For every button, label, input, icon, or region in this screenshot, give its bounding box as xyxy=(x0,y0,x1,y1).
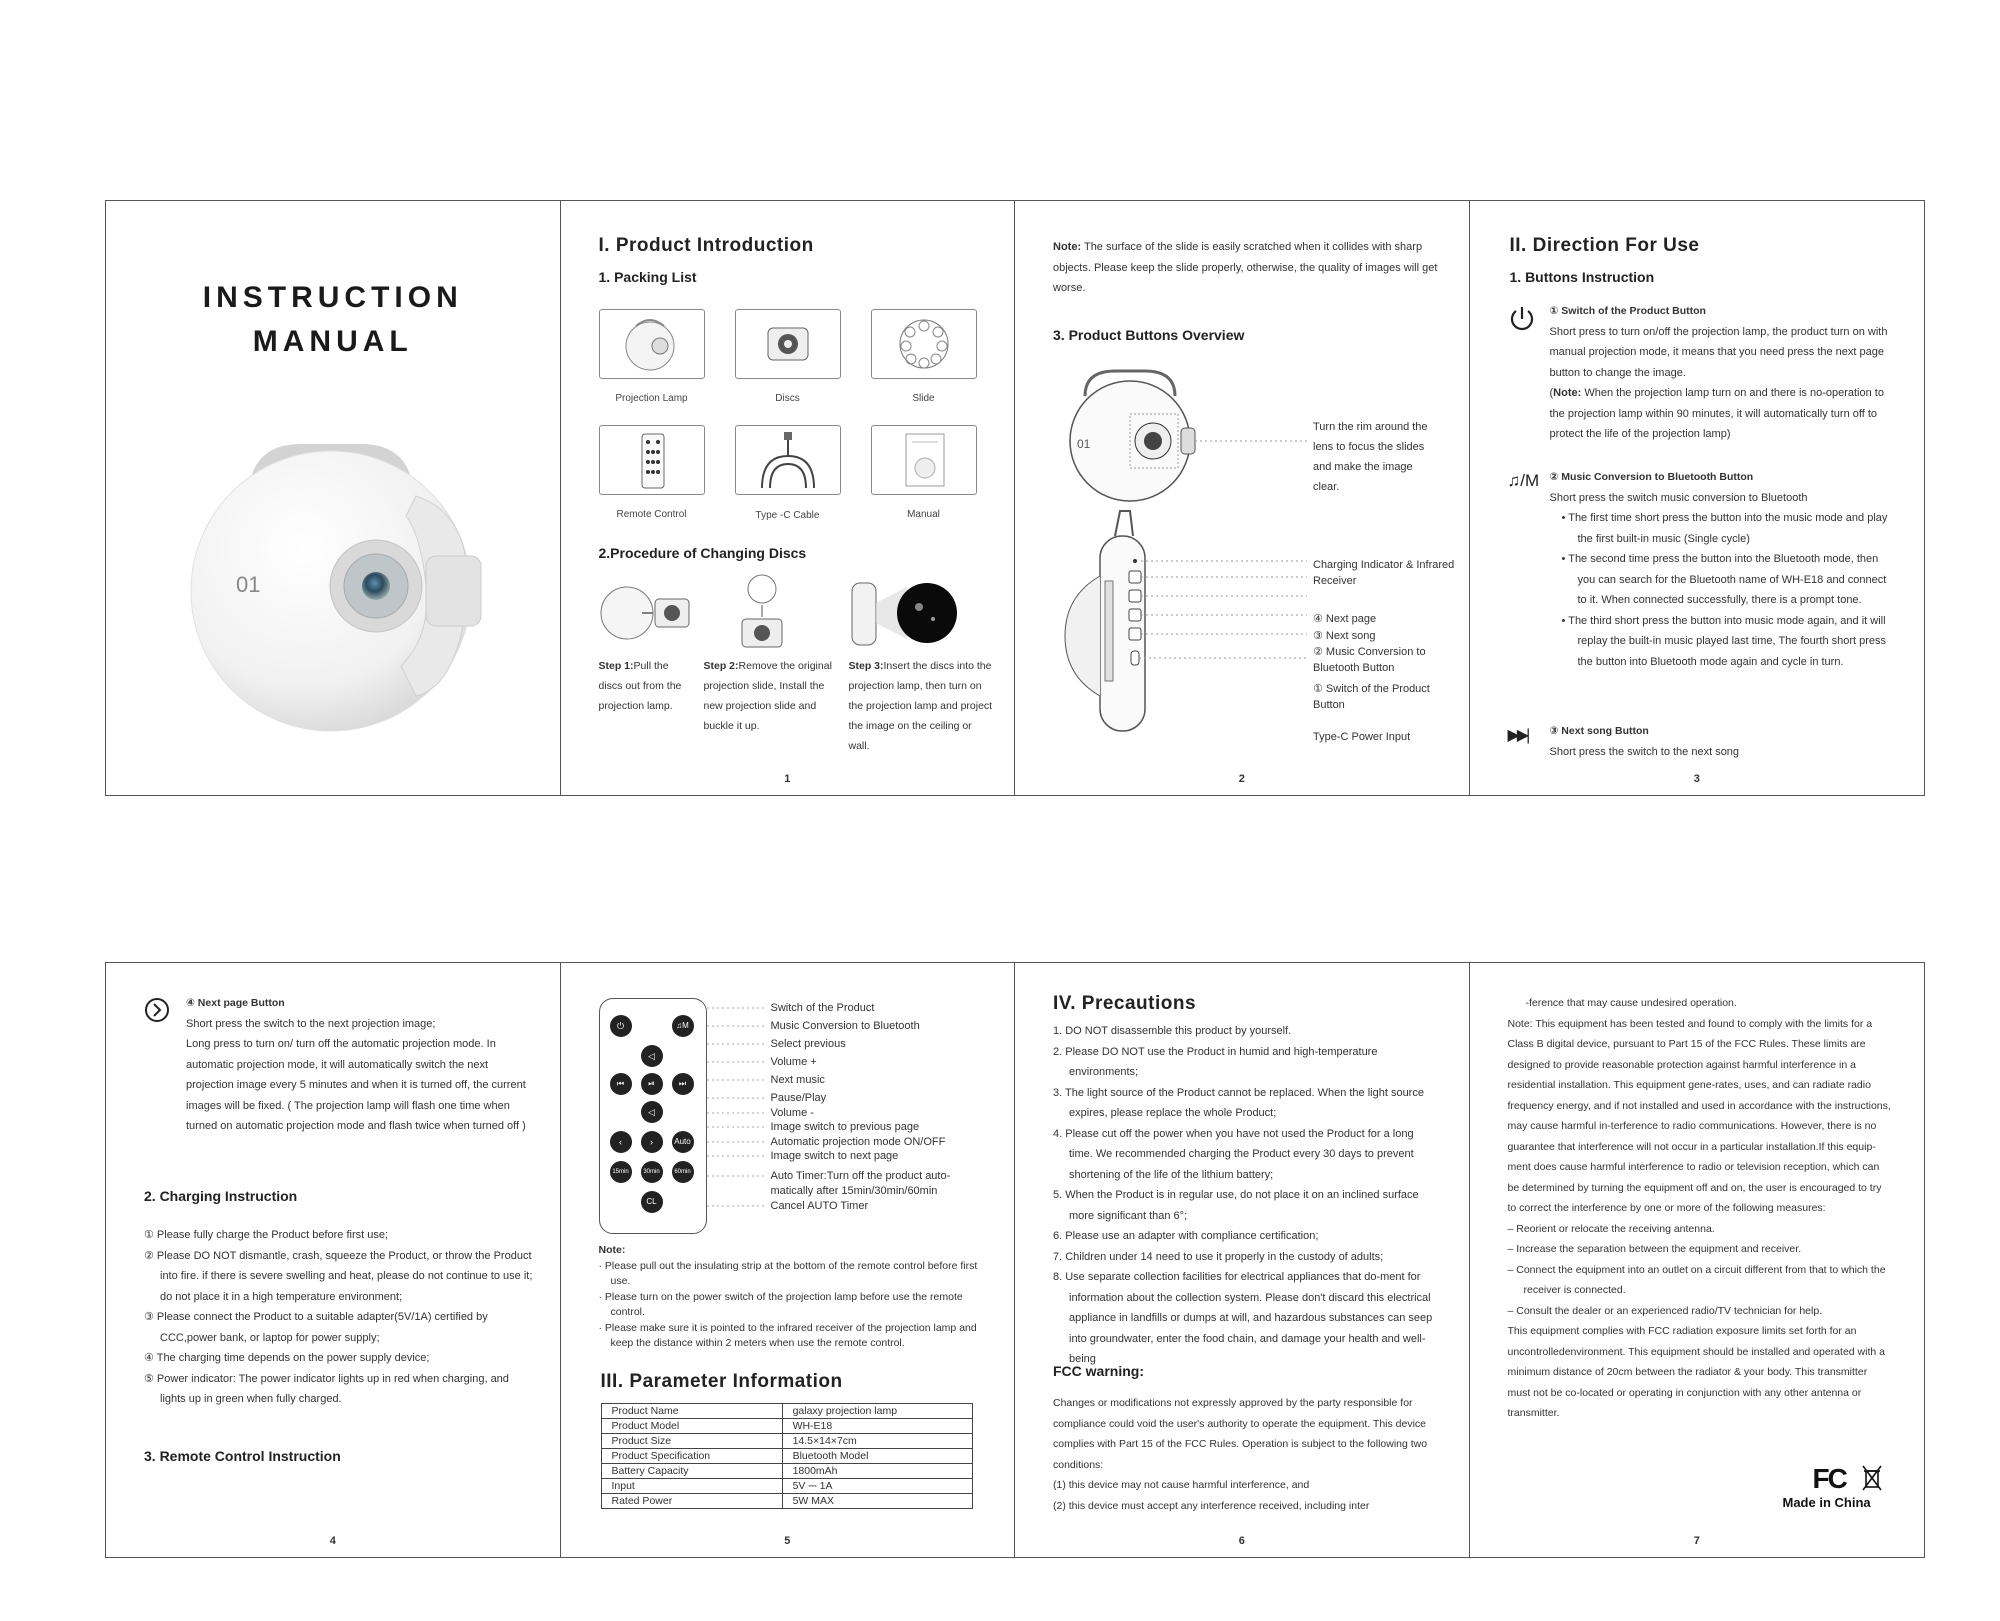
product-introduction-title: I. Product Introduction xyxy=(598,235,814,256)
page-5 xyxy=(561,963,1016,1557)
svg-text:01: 01 xyxy=(1077,437,1091,451)
fcc-warning-text: Changes or modifications not expressly approved by the party responsible for compliance could void the user's authority to operate the equipment. This device complies with Part 15 of the FCC Rules. Operation is subject to the following two conditions: (1) this device may not cause harmful interference, and (2) this device must accept any interference received, including inter xyxy=(1053,1397,1428,1512)
procedure-title: 2.Procedure of Changing Discs xyxy=(598,545,807,561)
slide-icon xyxy=(872,310,976,378)
callout-switch: ① Switch of the Product Button xyxy=(1313,683,1430,711)
button4-block: ④ Next page Button Short press the switch to the next projection image; Long press to turn on/ turn off the automatic projection mode. In automatic projection mode, it will automatically switch the next projection image every 5 minutes and when it is turned off, the current images will be fixed. ( The projection lamp will flash one time when turned on automatic projection mode and flash twice when turned off ) xyxy=(186,997,526,1132)
callout-type-c: Type-C Power Input xyxy=(1313,731,1411,743)
page-4 xyxy=(106,963,561,1557)
discs-icon xyxy=(736,310,840,378)
packing-box-projection-lamp xyxy=(599,309,705,379)
remote-leader-lines xyxy=(561,998,1016,1238)
remote-label-auto-timer: Auto Timer:Turn off the product auto-matically after 15min/30min/60min xyxy=(770,1170,951,1197)
remote-page-next-icon: › xyxy=(641,1131,663,1153)
page-1 xyxy=(561,201,1016,795)
page-number: 5 xyxy=(784,1535,791,1547)
slide-note: Note: The surface of the slide is easily scratched when it collides with sharp objects. Please keep the slide properly, otherwise, the quality of images will get worse. xyxy=(1053,241,1438,294)
cable-icon xyxy=(736,426,840,494)
weee-bin-icon xyxy=(1862,1465,1882,1491)
projection-lamp-icon xyxy=(600,310,704,378)
remote-auto-button: Auto xyxy=(672,1131,694,1153)
next-page-icon xyxy=(144,997,170,1023)
charging-list: ① Please fully charge the Product before first use; ② Please DO NOT dismantle, crash, squeeze the Product, or throw the Product into fire. if there is severe swelling and heat, please do not continue to use it; do not place it in a high temperature environment; ③ Please connect the Product to a suitable adapter(5V/1A) certified by CCC,power bank, or laptop for power supply; ④ The charging time depends on the power supply device; ⑤ Power indicator: The power indicator lights up in red when charging, and lights up in green when fully charged. xyxy=(144,1229,533,1405)
music-mode-icon: ♫/M xyxy=(1507,471,1540,490)
page-number: 1 xyxy=(784,773,791,785)
page-number: 2 xyxy=(1238,773,1245,785)
remote-page-prev-icon: ‹ xyxy=(610,1131,632,1153)
lamp-front-view xyxy=(1070,371,1307,501)
table-row: Battery Capacity 1800mAh xyxy=(601,1464,972,1479)
button3-block: ③ Next song Button Short press the switch to the next song xyxy=(1549,725,1740,758)
packing-box-slide xyxy=(871,309,977,379)
table-row: Rated Power 5W MAX xyxy=(601,1494,972,1509)
parameter-information-title: III. Parameter Information xyxy=(600,1371,843,1392)
table-row: Product Name galaxy projection lamp xyxy=(601,1404,972,1419)
packing-label-slide: Slide xyxy=(912,393,935,404)
remote-30min-button: 30min xyxy=(641,1161,663,1183)
step2-illustration xyxy=(742,575,782,647)
packing-box-cable xyxy=(735,425,841,495)
remote-label-next-music: Next music xyxy=(770,1074,825,1086)
buttons-overview-title: 3. Product Buttons Overview xyxy=(1053,327,1245,343)
callout-charging-indicator: Charging Indicator & Infrared Receiver xyxy=(1313,559,1455,587)
buttons-instruction-title: 1. Buttons Instruction xyxy=(1509,269,1655,285)
remote-play-pause-icon: ⏯ xyxy=(641,1073,663,1095)
page-number: 4 xyxy=(329,1535,336,1547)
step1-illustration xyxy=(601,587,689,639)
packing-list-title: 1. Packing List xyxy=(598,269,697,285)
remote-icon xyxy=(600,426,704,494)
precautions-title: IV. Precautions xyxy=(1053,993,1197,1014)
callout-music-bluetooth: ② Music Conversion to Bluetooth Button xyxy=(1313,646,1426,674)
remote-label-select-previous: Select previous xyxy=(770,1038,846,1050)
remote-cancel-button: CL xyxy=(641,1191,663,1213)
made-in-china: Made in China xyxy=(1782,1495,1871,1510)
packing-label-discs: Discs xyxy=(775,393,800,404)
remote-label-auto-mode: Automatic projection mode ON/OFF xyxy=(770,1136,946,1148)
packing-label-projection-lamp: Projection Lamp xyxy=(615,393,688,404)
bottom-sheet xyxy=(105,962,1925,1558)
remote-label-volume-down: Volume - xyxy=(770,1107,814,1119)
cover-title: INSTRUCTION MANUAL xyxy=(202,281,463,358)
packing-box-manual xyxy=(871,425,977,495)
remote-15min-button: 15min xyxy=(610,1161,632,1183)
page-number: 6 xyxy=(1238,1535,1245,1547)
lamp-brand-text: 01 xyxy=(236,572,261,597)
remote-label-music: Music Conversion to Bluetooth xyxy=(770,1020,920,1032)
power-icon xyxy=(1508,305,1536,333)
packing-label-cable: Type -C Cable xyxy=(755,510,820,521)
fcc-compliance-text: -ference that may cause undesired operation. Note: This equipment has been tested and found to comply with the limits for a Class B digital device, pursuant to Part 15 of the FCC Rules. These limits are designed to provide reasonable protection against harmful interference in a residential installation. This equipment gene-rates, uses, and can radiate radio frequency energy, and if not installed and used in accordance with the instructions, may cause harmful in-terference to radio communications. However, there is no guarantee that interference will not occur in a particular installation.If this equip-ment does cause harmful interference to radio or television reception, which can be determined by turning the equipment off and on, the user is encouraged to try to correct the interference by one or more of the following measures: – Reorient or relocate the receiving antenna. – Increase the separation between the equipment and receiver. – Connect the equipment into an outlet on a circuit different from that to which the receiver is connected. – Consult the dealer or an experienced radio/TV technician for help. This equipment complies with FCC radiation exposure limits set forth for an uncontrolledenvironment. This equipment should be installed and operated with a minimum distance of 20cm between the radiator & your body. This transmitter must not be co-located or operating in conjunction with any other antenna or transmitter. xyxy=(1507,997,1891,1419)
packing-box-remote xyxy=(599,425,705,495)
procedure-illustrations xyxy=(597,573,997,653)
remote-volume-down-icon: ◁ xyxy=(641,1101,663,1123)
page-2 xyxy=(1015,201,1470,795)
next-song-icon: ▶▶| xyxy=(1507,727,1528,744)
remote-label-switch: Switch of the Product xyxy=(770,1002,875,1014)
page-3 xyxy=(1470,201,1925,795)
step-1-text: Step 1:Pull the discs out from the projection lamp. xyxy=(598,660,682,712)
callout-next-page: ④ Next page xyxy=(1313,613,1377,625)
remote-label-pause-play: Pause/Play xyxy=(770,1092,827,1104)
parameter-table xyxy=(601,1403,973,1509)
fcc-warning-title: FCC warning: xyxy=(1053,1363,1144,1379)
remote-label-next-page: Image switch to next page xyxy=(770,1150,899,1162)
page-number: 3 xyxy=(1693,773,1700,785)
packing-label-manual: Manual xyxy=(907,509,940,520)
charging-instruction-title: 2. Charging Instruction xyxy=(144,1188,298,1204)
remote-label-volume-up: Volume + xyxy=(770,1056,817,1068)
page-number: 7 xyxy=(1693,1535,1700,1547)
remote-power-icon: ⏻ xyxy=(610,1015,632,1037)
remote-60min-button: 60min xyxy=(672,1161,694,1183)
remote-control-title: 3. Remote Control Instruction xyxy=(144,1448,341,1464)
callout-next-song: ③ Next song xyxy=(1313,630,1376,642)
table-row: Product Size 14.5×14×7cm xyxy=(601,1434,972,1449)
callout-focus-rim: Turn the rim around the lens to focus the slides and make the image clear. xyxy=(1313,421,1428,493)
remote-music-icon: ♫M xyxy=(672,1015,694,1037)
direction-for-use-title: II. Direction For Use xyxy=(1509,235,1700,256)
manual-icon xyxy=(872,426,976,494)
step-3-text: Step 3:Insert the discs into the projection lamp, then turn on the projection lamp and project the image on the ceiling or wall. xyxy=(848,660,993,752)
remote-label-prev-page: Image switch to previous page xyxy=(770,1121,920,1133)
packing-box-discs xyxy=(735,309,841,379)
step-2-text: Step 2:Remove the original projection slide, Install the new projection slide and buckle it up. xyxy=(703,660,832,732)
button1-block: ① Switch of the Product Button Short press to turn on/off the projection lamp, the product turn on with manual projection mode, it means that you need press the next page button to change the image. (Note: When the projection lamp turn on and there is no-operation to the projection lamp within 90 minutes, it will automatically turn off to protect the life of the projection lamp) xyxy=(1549,305,1888,440)
projection-lamp-illustration xyxy=(176,406,496,736)
cover-panel xyxy=(106,201,561,795)
lamp-side-view xyxy=(1065,511,1307,731)
remote-previous-icon: ⏮ xyxy=(610,1073,632,1095)
fcc-logo: FC xyxy=(1812,1463,1846,1494)
table-row: Product Model WH-E18 xyxy=(601,1419,972,1434)
page-7 xyxy=(1470,963,1925,1557)
remote-volume-up-icon: ◁ xyxy=(641,1045,663,1067)
packing-label-remote: Remote Control xyxy=(616,509,687,520)
remote-label-cancel-timer: Cancel AUTO Timer xyxy=(770,1200,869,1212)
remote-notes: Note: · Please pull out the insulating strip at the bottom of the remote control before first use. · Please turn on the power switch of the projection lamp before use the remote control. · Please make sure it is pointed to the infrared receiver of the projection lamp and keep the distance within 2 meters when use the remote control. xyxy=(598,1244,978,1349)
table-row: Product Specification Bluetooth Model xyxy=(601,1449,972,1464)
top-sheet xyxy=(105,200,1925,796)
button2-block: ② Music Conversion to Bluetooth Button Short press the switch music conversion to Bluetooth • The first time short press the button into the music mode and play the first built-in music (Single cycle) • The second time press the button into the Bluetooth mode, then you can search for the Bluetooth name of WH-E18 and connect to it. When connected successfully, there is a prompt tone. • The third short press the button into music mode again, and it will replay the built-in music played last time, The fourth short press the button into Bluetooth mode again and cycle in turn. xyxy=(1549,471,1888,668)
remote-next-icon: ⏭ xyxy=(672,1073,694,1095)
step3-illustration xyxy=(852,583,957,645)
table-row: Input 5V ⎓ 1A xyxy=(601,1479,972,1494)
precautions-list: 1. DO NOT disassemble this product by yourself. 2. Please DO NOT use the Product in humid and high-temperature environments; 3. The light source of the Product cannot be replaced. When the light source expires, please replace the whole Product; 4. Please cut off the power when you have not used the Product for a long time. We recommended charging the Product every 30 days to prevent shortening of the life of the lithium battery; 5. When the Product is in regular use, do not place it on an inclined surface more significant than 6°; 6. Please use an adapter with compliance certification; 7. Children under 14 need to use it properly in the custody of adults; 8. Use separate collection facilities for electrical appliances that do-ment for information about the collection system. Please don't discard this electrical appliance in landfills or dumps at will, and hazardous substances can seep into groundwater, enter the food chain, and damage your health and well-being xyxy=(1053,1025,1433,1365)
page-6 xyxy=(1015,963,1470,1557)
